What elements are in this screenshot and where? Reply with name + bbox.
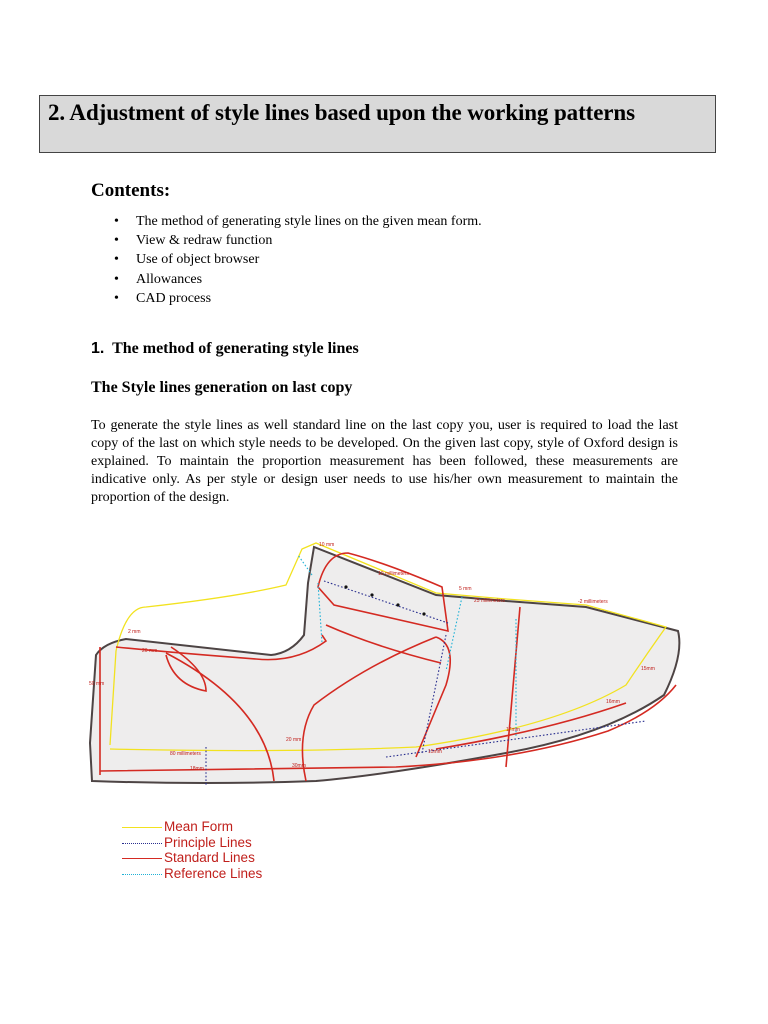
section-heading (91, 340, 359, 358)
annotation: 10 millimeters (378, 571, 409, 577)
figure-legend (122, 820, 342, 882)
section-title: 2. Adjustment of style lines based upon the working patterns (48, 100, 635, 125)
contents-item: • Allowances (112, 270, 482, 289)
body-paragraph: To generate the style lines as well standard line on the last copy you, user is required to load the last copy of the last on which style needs to be developed. On the given last copy, style of Oxford design is explained. To maintain the proportion measurement has been followed, these measurements are indicative only. As per style or design user needs to use his/her own measurement to maintain the proportion of the design. (91, 418, 678, 505)
contents-item: • Use of object browser (112, 250, 482, 269)
section-title-box (39, 95, 716, 153)
annotation: 16mm (606, 699, 620, 705)
legend-label: Standard Lines (164, 850, 255, 865)
annotation: -2 millimeters (578, 599, 608, 605)
contents-heading: Contents: (91, 180, 171, 201)
annotation: 17mm (506, 727, 520, 733)
shoe-pattern-figure (86, 535, 686, 795)
contents-list (112, 212, 482, 308)
last-copy-outline (90, 547, 679, 783)
annotation: 50 mm (89, 681, 105, 687)
subsection-heading: The Style lines generation on last copy (91, 379, 353, 396)
annotation: 2 mm (128, 629, 141, 635)
legend-label: Mean Form (164, 819, 234, 834)
section-heading-text: The method of generating style lines (112, 340, 359, 357)
legend-swatch-principle-lines (122, 843, 162, 844)
legend-item (122, 867, 342, 883)
annotation: 15mm (428, 749, 442, 755)
legend-item (122, 820, 342, 836)
annotation: 30mm (292, 763, 306, 769)
annotation: 18mm (190, 766, 204, 772)
legend-label: Principle Lines (164, 834, 252, 850)
legend-label: Reference Lines (164, 865, 263, 881)
legend-swatch-reference-lines (122, 874, 162, 875)
legend-swatch-standard-lines (122, 858, 162, 859)
annotation: 80 millimeters (170, 751, 201, 757)
annotation: 20 mm (286, 737, 302, 743)
contents-item: • The method of generating style lines on the given mean form. (112, 212, 482, 231)
contents-item: • CAD process (112, 289, 482, 308)
legend-item (122, 836, 342, 852)
annotation: 20 mm (142, 648, 158, 654)
section-number: 1. (91, 340, 105, 357)
annotation: 10 mm (319, 542, 335, 548)
legend-item (122, 851, 342, 867)
contents-item: • View & redraw function (112, 231, 482, 250)
annotation: 15mm (641, 666, 655, 672)
annotation: 5 mm (459, 586, 472, 592)
legend-swatch-mean-form (122, 827, 162, 828)
annotation: 25 millimeters (474, 598, 505, 604)
